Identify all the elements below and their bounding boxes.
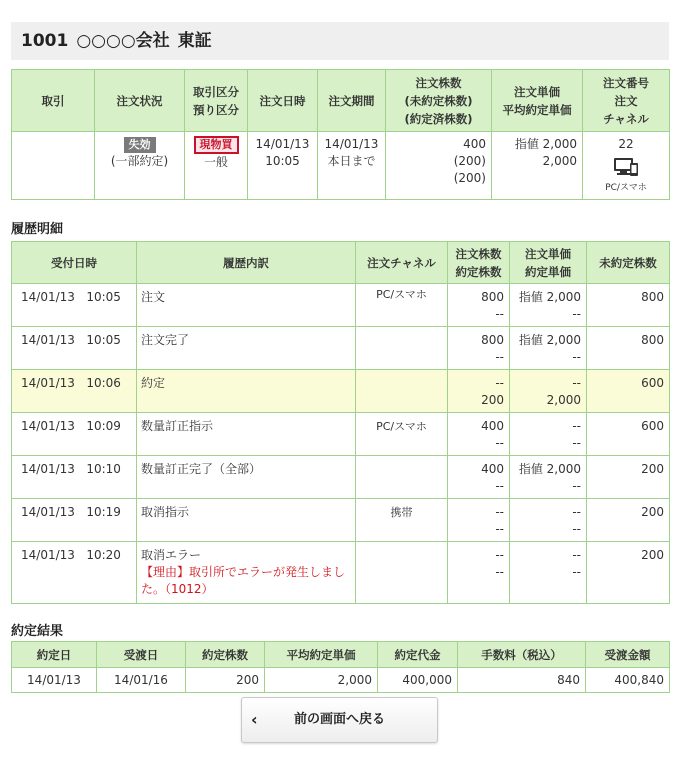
cell-channel: 携帯 <box>356 499 448 542</box>
cell-category <box>185 132 248 200</box>
cell-channel <box>356 456 448 499</box>
cell-settle-amount: 400,840 <box>586 668 670 693</box>
cell-content <box>137 542 356 604</box>
cell-channel <box>356 370 448 413</box>
table-row <box>12 499 670 542</box>
cell-status <box>95 132 185 200</box>
col-period: 注文期間 <box>318 70 386 132</box>
pc-smartphone-icon <box>613 156 639 178</box>
table-row <box>12 284 670 327</box>
cell-exec-date: 14/01/13 <box>12 668 97 693</box>
cell-qty: 800 -- <box>448 327 510 370</box>
status-badge: 失効 <box>124 137 156 153</box>
col-status: 注文状況 <box>95 70 185 132</box>
cell-price: -- -- <box>510 413 587 456</box>
result-section-title: 約定結果 <box>11 624 64 639</box>
col-amount: 約定代金 <box>378 642 458 668</box>
col-channel: 注文チャネル <box>356 242 448 284</box>
company-name: ○○○○会社 <box>76 31 170 51</box>
order-row <box>12 132 670 200</box>
col-exec-date: 約定日 <box>12 642 97 668</box>
stock-code: 1001 <box>21 31 69 51</box>
category-sub: 一般 <box>203 155 228 169</box>
table-row <box>12 542 670 604</box>
history-content: 取消エラー <box>141 548 202 562</box>
cell-content: 数量訂正完了（全部） <box>137 456 356 499</box>
error-reason: 【理由】取引所でエラーが発生しまし た。（1012） <box>141 565 346 596</box>
col-avg-price: 平均約定単価 <box>265 642 378 668</box>
cell-torihiki <box>12 132 95 200</box>
cell-qty: -- 200 <box>448 370 510 413</box>
col-content: 履歴内訳 <box>137 242 356 284</box>
cell-price: 指値 2,000 -- <box>510 456 587 499</box>
result-row <box>12 668 670 693</box>
cell-settle-date: 14/01/16 <box>97 668 186 693</box>
cell-order-datetime: 14/01/13 10:05 <box>248 132 318 200</box>
cell-unfilled: 200 <box>587 499 670 542</box>
col-price: 注文単価 平均約定単価 <box>492 70 583 132</box>
history-table <box>11 241 670 604</box>
cell-channel <box>356 327 448 370</box>
cell-price: -- -- <box>510 542 587 604</box>
col-quantity: 注文株数 (未約定株数) (約定済株数) <box>386 70 492 132</box>
status-sub: (一部約定) <box>110 154 169 168</box>
order-table <box>11 69 670 200</box>
cell-price: 指値 2,000 -- <box>510 327 587 370</box>
cell-avg-price: 2,000 <box>265 668 378 693</box>
cell-amount: 400,000 <box>378 668 458 693</box>
cell-qty: 800 -- <box>448 284 510 327</box>
cell-channel <box>356 542 448 604</box>
cell-order-no <box>583 132 670 200</box>
cell-content: 注文 <box>137 284 356 327</box>
cell-datetime: 14/01/13 10:05 <box>12 284 137 327</box>
col-settle-date: 受渡日 <box>97 642 186 668</box>
order-number: 22 <box>618 137 634 151</box>
table-row <box>12 413 670 456</box>
cell-qty: 400 -- <box>448 456 510 499</box>
cell-datetime: 14/01/13 10:06 <box>12 370 137 413</box>
cell-datetime: 14/01/13 10:05 <box>12 327 137 370</box>
cell-qty: 400 -- <box>448 413 510 456</box>
cell-content: 数量訂正指示 <box>137 413 356 456</box>
cell-price: -- -- <box>510 499 587 542</box>
chevron-left-icon: ‹ <box>251 710 258 729</box>
category-badge: 現物買 <box>194 136 239 154</box>
cell-datetime: 14/01/13 10:09 <box>12 413 137 456</box>
col-fee: 手数料（税込） <box>458 642 586 668</box>
col-category: 取引区分 預り区分 <box>185 70 248 132</box>
market-name: 東証 <box>177 31 212 51</box>
cell-fee: 840 <box>458 668 586 693</box>
cell-price: -- 2,000 <box>510 370 587 413</box>
cell-qty: -- -- <box>448 542 510 604</box>
table-row <box>12 327 670 370</box>
cell-channel: PC/スマホ <box>356 284 448 327</box>
col-torihiki: 取引 <box>12 70 95 132</box>
col-settle-amount: 受渡金額 <box>586 642 670 668</box>
col-order-no: 注文番号 注文 チャネル <box>583 70 670 132</box>
cell-channel: PC/スマホ <box>356 413 448 456</box>
cell-quantity: 400 (200) (200) <box>386 132 492 200</box>
cell-datetime: 14/01/13 10:19 <box>12 499 137 542</box>
table-row <box>12 370 670 413</box>
back-button-label: 前の画面へ戻る <box>293 712 385 727</box>
channel-label: PC/スマホ <box>605 183 647 193</box>
history-section-title: 履歴明細 <box>11 222 64 237</box>
table-row <box>12 456 670 499</box>
cell-unfilled: 800 <box>587 284 670 327</box>
cell-period: 14/01/13 本日まで <box>318 132 386 200</box>
cell-qty: -- -- <box>448 499 510 542</box>
cell-content: 注文完了 <box>137 327 356 370</box>
col-unfilled: 未約定株数 <box>587 242 670 284</box>
col-received: 受付日時 <box>12 242 137 284</box>
cell-datetime: 14/01/13 10:10 <box>12 456 137 499</box>
cell-unfilled: 200 <box>587 456 670 499</box>
cell-content: 取消指示 <box>137 499 356 542</box>
back-button[interactable] <box>241 697 438 743</box>
cell-unfilled: 200 <box>587 542 670 604</box>
col-qty: 注文株数 約定株数 <box>448 242 510 284</box>
col-price: 注文単価 約定単価 <box>510 242 587 284</box>
cell-exec-qty: 200 <box>186 668 265 693</box>
stock-title <box>11 22 669 60</box>
col-exec-qty: 約定株数 <box>186 642 265 668</box>
cell-price: 指値 2,000 -- <box>510 284 587 327</box>
cell-price: 指値 2,000 2,000 <box>492 132 583 200</box>
cell-unfilled: 600 <box>587 413 670 456</box>
result-table <box>11 641 670 693</box>
cell-datetime: 14/01/13 10:20 <box>12 542 137 604</box>
cell-unfilled: 800 <box>587 327 670 370</box>
col-order-datetime: 注文日時 <box>248 70 318 132</box>
cell-unfilled: 600 <box>587 370 670 413</box>
cell-content: 約定 <box>137 370 356 413</box>
